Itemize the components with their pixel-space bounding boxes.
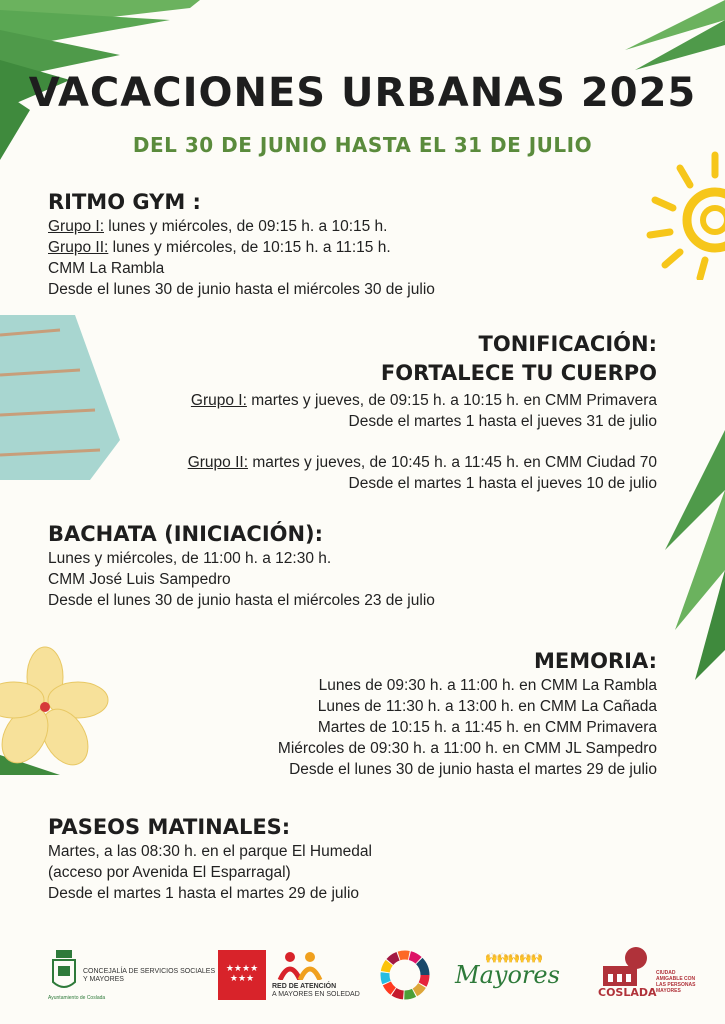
section-heading: TONIFICACIÓN:: [478, 332, 657, 356]
section-paseos: [48, 813, 372, 904]
group-text: lunes y miércoles, de 09:15 h. a 10:15 h.: [104, 218, 388, 235]
sun-icon: [640, 150, 725, 280]
section-tonificacion: [188, 330, 657, 494]
schedule-line: Martes, a las 08:30 h. en el parque El Humedal: [48, 843, 372, 860]
sdg-wheel-icon: [378, 948, 432, 1002]
schedule-line: Lunes y miércoles, de 11:00 h. a 12:30 h.: [48, 550, 332, 567]
coslada-name: COSLADA: [598, 986, 657, 999]
schedule-line: Martes de 10:15 h. a 11:45 h. en CMM Primavera: [317, 719, 657, 736]
section-memoria: [278, 647, 657, 780]
mayores-text: Mayores: [455, 961, 560, 989]
palm-leaf-icon: [665, 430, 725, 680]
schedule-line: Lunes de 09:30 h. a 11:00 h. en CMM La Rambla: [318, 677, 657, 694]
logo-mayores: [455, 953, 575, 993]
schedule-line: Lunes de 11:30 h. a 13:00 h. en CMM La Cañada: [317, 698, 657, 715]
group-text: martes y jueves, de 09:15 h. a 10:15 h. en CMM Primavera: [246, 392, 657, 409]
group-line: [48, 216, 435, 237]
group-label: Grupo II:: [48, 239, 109, 256]
place-line: CMM La Rambla: [48, 260, 165, 277]
section-bachata: [48, 520, 435, 611]
page-subtitle: DEL 30 DE JUNIO HASTA EL 31 DE JULIO: [132, 133, 593, 157]
place-line: CMM José Luis Sampedro: [48, 571, 231, 588]
group-line: [48, 237, 435, 258]
flower-icon: [0, 645, 110, 775]
group-label: Grupo II:: [187, 454, 249, 471]
dates-line: Desde el lunes 30 de junio hasta el miércoles 23 de julio: [48, 592, 435, 609]
concejalia-line: Y MAYORES: [83, 976, 124, 983]
section-heading: PASEOS MATINALES:: [48, 815, 291, 839]
red-line: RED DE ATENCIÓN: [272, 983, 337, 990]
people-icon: [276, 950, 326, 980]
coslada-seal-icon: [50, 948, 78, 1000]
group-label: Grupo I:: [190, 392, 247, 409]
wood-sign-icon: [0, 315, 120, 480]
red-line: A MAYORES EN SOLEDAD: [272, 991, 360, 998]
dates-line: Desde el lunes 30 de junio hasta el miércoles 30 de julio: [48, 281, 435, 298]
page-title: VACACIONES URBANAS 2025: [28, 70, 697, 116]
logo-comunidad-madrid: [218, 950, 266, 1000]
group-line: [188, 390, 657, 411]
logo-coslada: [598, 944, 698, 1004]
palm-leaf-icon: [625, 0, 725, 70]
coslada-tagline: CIUDAD AMIGABLE CON LAS PERSONAS MAYORES: [656, 970, 696, 994]
group-text: lunes y miércoles, de 10:15 h. a 11:15 h.: [108, 239, 391, 256]
section-heading: MEMORIA:: [533, 649, 657, 673]
place-line: (acceso por Avenida El Esparragal): [48, 864, 291, 881]
group-line: [188, 452, 657, 473]
stars-icon: ★★★★ ★★★: [225, 963, 259, 983]
dates-line: Desde el martes 1 hasta el jueves 10 de julio: [348, 475, 657, 492]
section-heading: RITMO GYM :: [48, 190, 201, 214]
dates-line: Desde el martes 1 hasta el martes 29 de julio: [48, 885, 360, 902]
section-heading: BACHATA (INICIACIÓN):: [48, 522, 324, 546]
seal-caption: Ayuntamiento de Coslada: [48, 995, 106, 1001]
section-ritmo-gym: [48, 190, 435, 300]
mayores-people-icon: 🙌🙌🙌🙌🙌: [485, 953, 543, 964]
logo-concejalia: [48, 948, 216, 1003]
logo-red-atencion: [272, 950, 367, 1002]
dates-line: Desde el lunes 30 de junio hasta el martes 29 de julio: [289, 761, 657, 778]
schedule-line: Miércoles de 09:30 h. a 11:00 h. en CMM JL Sampedro: [277, 740, 657, 757]
concejalia-line: CONCEJALÍA DE SERVICIOS SOCIALES: [83, 968, 216, 975]
section-heading: FORTALECE TU CUERPO: [380, 361, 657, 385]
dates-line: Desde el martes 1 hasta el jueves 31 de julio: [348, 413, 657, 430]
group-label: Grupo I:: [48, 218, 104, 235]
group-text: martes y jueves, de 10:45 h. a 11:45 h. en CMM Ciudad 70: [248, 454, 657, 471]
coslada-building-icon: [598, 944, 658, 986]
